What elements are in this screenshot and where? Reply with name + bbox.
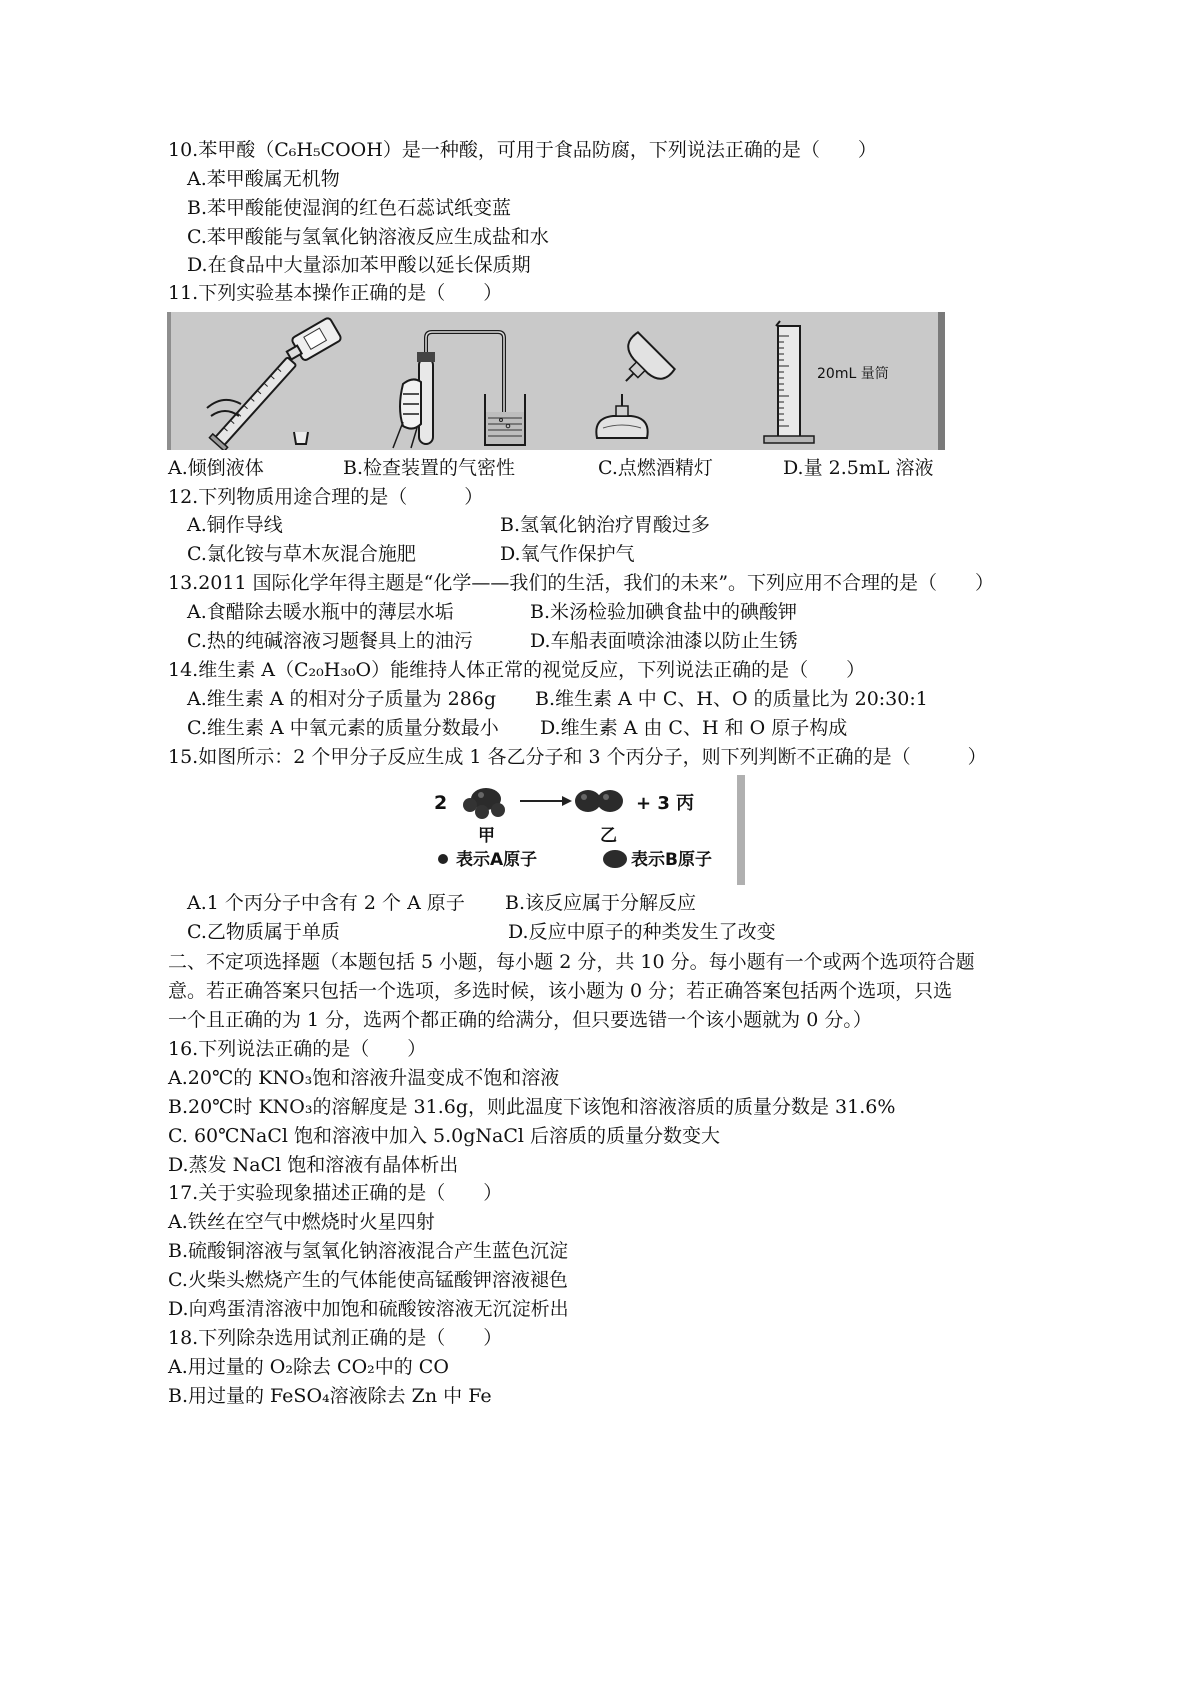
question-13-option-c: C.热的纯碱溶液习题餐具上的油污: [187, 630, 473, 652]
question-18-option-b: B.用过量的 FeSO₄溶液除去 Zn 中 Fe: [168, 1385, 492, 1407]
question-10-option-b: B.苯甲酸能使湿润的红色石蕊试纸变蓝: [187, 197, 512, 219]
question-13-stem: 13.2011 国际化学年得主题是“化学——我们的生活，我们的未来”。下列应用不合理的是（ ）: [168, 572, 995, 594]
question-17-stem: 17.关于实验现象描述正确的是（ ）: [168, 1182, 503, 1204]
question-14-option-a: A.维生素 A 的相对分子质量为 286g: [187, 688, 497, 710]
question-16-option-c: C. 60℃NaCl 饱和溶液中加入 5.0gNaCl 后溶质的质量分数变大: [168, 1125, 721, 1147]
question-17-option-a: A.铁丝在空气中燃烧时火星四射: [168, 1211, 435, 1233]
question-12-option-b: B.氢氧化钠治疗胃酸过多: [500, 514, 711, 536]
question-11-option-d: D.量 2.5mL 溶液: [783, 457, 934, 479]
question-10-option-a: A.苯甲酸属无机物: [187, 168, 340, 190]
product-tail-text: + 3 丙: [636, 793, 695, 814]
molecule-reaction-figure: [424, 775, 745, 885]
question-18-option-a: A.用过量的 O₂除去 CO₂中的 CO: [168, 1356, 449, 1378]
atom-a-legend-icon: [438, 854, 448, 864]
question-12-option-a: A.铜作导线: [187, 514, 283, 536]
section-2-line-3: 一个且正确的为 1 分，选两个都正确的给满分，但只要选错一个该小题就为 0 分。）: [168, 1009, 872, 1031]
question-16-stem: 16.下列说法正确的是（ ）: [168, 1038, 427, 1060]
question-17-option-b: B.硫酸铜溶液与氢氧化钠溶液混合产生蓝色沉淀: [168, 1240, 569, 1262]
question-14-option-b: B.维生素 A 中 C、H、O 的质量比为 20:30:1: [535, 688, 928, 710]
figure-right-edge: [938, 312, 945, 450]
question-15-option-d: D.反应中原子的种类发生了改变: [508, 921, 776, 943]
question-13-option-d: D.车船表面喷涂油漆以防止生锈: [530, 630, 798, 652]
question-14-option-c: C.维生素 A 中氧元素的质量分数最小: [187, 717, 499, 739]
section-2-line-1: 二、不定项选择题（本题包括 5 小题，每小题 2 分，共 10 分。每小题有一个或两个选项符合题: [168, 951, 975, 973]
question-16-option-a: A.20℃的 KNO₃饱和溶液升温变成不饱和溶液: [168, 1067, 560, 1089]
small-cup: [294, 432, 308, 444]
question-12-option-d: D.氧气作保护气: [500, 543, 635, 565]
question-10-option-d: D.在食品中大量添加苯甲酸以延长保质期: [187, 254, 531, 276]
question-15-option-b: B.该反应属于分解反应: [505, 892, 697, 914]
label-yi: 乙: [600, 826, 617, 846]
question-11-option-b: B.检查装置的气密性: [343, 457, 516, 479]
question-15-option-c: C.乙物质属于单质: [187, 921, 340, 943]
question-14-stem: 14.维生素 A（C₂₀H₃₀O）能维持人体正常的视觉反应，下列说法正确的是（ ）: [168, 659, 866, 681]
question-15-option-a: A.1 个丙分子中含有 2 个 A 原子: [187, 892, 465, 914]
legend-b-text: 表示B原子: [631, 850, 712, 870]
question-17-option-c: C.火柴头燃烧产生的气体能使高锰酸钾溶液褪色: [168, 1269, 568, 1291]
legend-a-text: 表示A原子: [456, 850, 538, 870]
cylinder-base: [764, 436, 814, 443]
question-11-option-a: A.倾倒液体: [168, 457, 264, 479]
question-16-option-d: D.蒸发 NaCl 饱和溶液有晶体析出: [168, 1154, 459, 1176]
question-10-option-c: C.苯甲酸能与氢氧化钠溶液反应生成盐和水: [187, 226, 549, 248]
question-11-option-c: C.点燃酒精灯: [598, 457, 713, 479]
atom-b-legend-icon: [603, 850, 627, 868]
lab-operations-figure: [167, 312, 945, 450]
graduated-cylinder: [778, 326, 800, 438]
question-13-option-a: A.食醋除去暖水瓶中的薄层水垢: [187, 601, 454, 623]
question-17-option-d: D.向鸡蛋清溶液中加饱和硫酸铵溶液无沉淀析出: [168, 1298, 569, 1320]
question-15-stem: 15.如图所示：2 个甲分子反应生成 1 各乙分子和 3 个丙分子，则下列判断不正确的是（ ）: [168, 746, 987, 768]
beaker-water: [486, 412, 524, 444]
reactant-coefficient: 2: [434, 792, 448, 814]
question-16-option-b: B.20℃时 KNO₃的溶解度是 31.6g，则此温度下该饱和溶液溶质的质量分数是 31.6%: [168, 1096, 896, 1118]
figure-left-edge: [167, 312, 171, 450]
rubber-stopper: [417, 352, 435, 362]
cylinder-label: 20mL 量筒: [817, 366, 889, 382]
label-jia: 甲: [478, 826, 495, 846]
section-2-line-2: 意。若正确答案只包括一个选项，多选时候，该小题为 0 分；若正确答案包括两个选项，只选: [168, 980, 953, 1002]
figure-right-edge: [737, 775, 745, 885]
question-11-stem: 11.下列实验基本操作正确的是（ ）: [168, 282, 503, 304]
question-14-option-d: D.维生素 A 由 C、H 和 O 原子构成: [540, 717, 848, 739]
question-13-option-b: B.米汤检验加碘食盐中的碘酸钾: [530, 601, 798, 623]
question-18-stem: 18.下列除杂选用试剂正确的是（ ）: [168, 1327, 503, 1349]
question-12-stem: 12.下列物质用途合理的是（ ）: [168, 486, 484, 508]
question-10-stem: 10.苯甲酸（C₆H₅COOH）是一种酸，可用于食品防腐，下列说法正确的是（ ）: [168, 139, 877, 161]
question-12-option-c: C.氯化铵与草木灰混合施肥: [187, 543, 416, 565]
